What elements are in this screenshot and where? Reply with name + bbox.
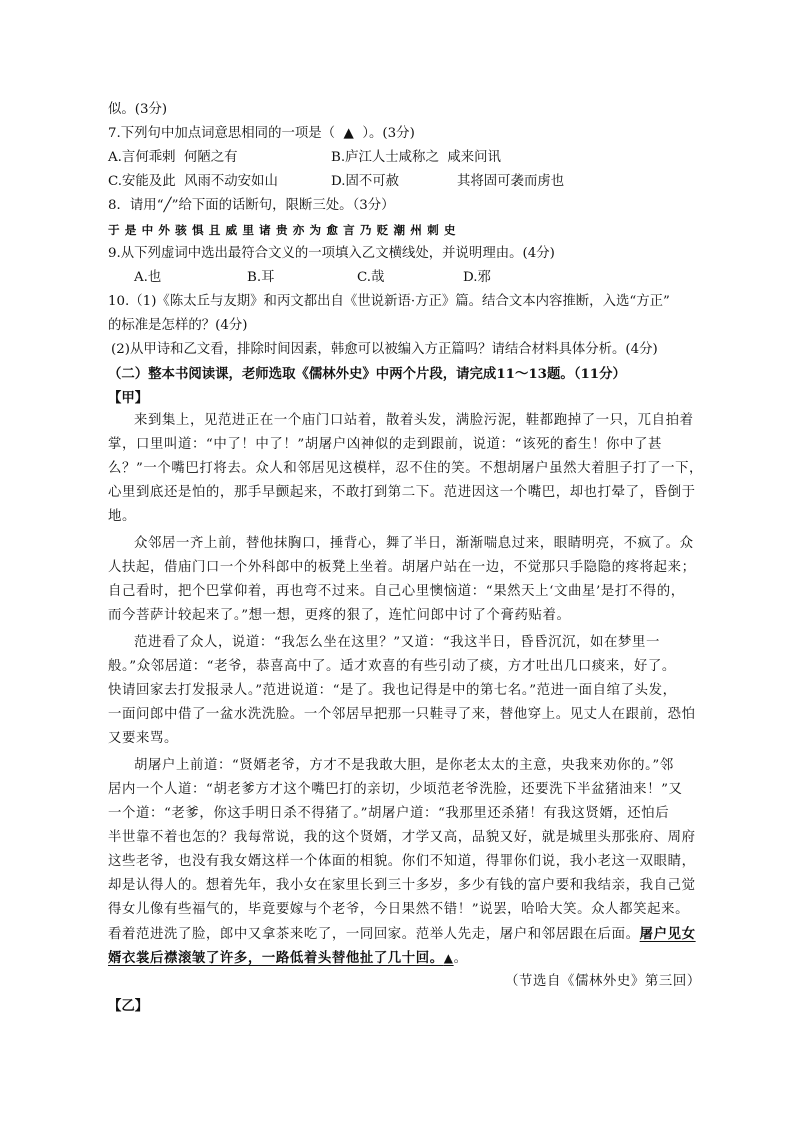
passage-jia-p4-line: 一个道：“老爹，你这手明日杀不得猪了。”胡屠户道：“我那里还杀猪！有我这贤婿，还怕后 bbox=[108, 806, 670, 821]
underlined-sentence-start: 屠户见女 bbox=[639, 926, 696, 942]
q7-option-d: D.固不可赦 bbox=[331, 174, 400, 189]
passage-jia-p2-line: 自己看时，把个巴掌仰着，再也弯不过来。自己心里懊恼道：“果然天上‘文曲星’是打不得的， bbox=[108, 584, 685, 599]
passage-jia-p4-line: 居内一个人道：“胡老爹方才这个嘴巴打的亲切，少顷范老爷洗脸，还要洗下半盆猪油来！”又 bbox=[108, 782, 683, 797]
q7-option-b: B.庐江人士咸称之 咸来问讯 bbox=[331, 150, 501, 165]
q7-option-c: C.安能及此 风雨不动安如山 bbox=[108, 174, 278, 189]
sentence-end-punct: 。 bbox=[453, 951, 468, 966]
passage-jia-p3-line: 般。”众邻居道：“老爷，恭喜高中了。适才欢喜的有些引动了痰，方才吐出几口痰来，好了。 bbox=[108, 659, 676, 674]
question-8: 8．请用“╱”给下面的话断句，限断三处。（3分） bbox=[108, 198, 395, 213]
passage-yi-label: 【乙】 bbox=[108, 998, 149, 1014]
q7-option-d-second: 其将固可袭而虏也 bbox=[457, 174, 565, 189]
underlined-sentence: 婿衣裳后襟滚皱了许多，一路低着头替他扯了几十回。 bbox=[108, 950, 444, 966]
passage-jia-p1-line: 心里到底还是怕的，那手早颤起来，不敢打到第二下。范进因这一个嘴巴，却也打晕了，昏倒于 bbox=[108, 485, 696, 500]
q9-option-b: B.耳 bbox=[247, 270, 275, 285]
passage-jia-p4-last-line bbox=[108, 949, 468, 968]
passage-source: （节选自《儒林外史》第三回） bbox=[505, 974, 701, 989]
question-10-part-2: (2)从甲诗和乙文看，排除时间因素，韩愈可以被编入方正篇吗？请结合材料具体分析。(4分) bbox=[111, 342, 658, 357]
question-7 bbox=[108, 125, 415, 143]
passage-jia-p1-line: 来到集上，见范进正在一个庙门口站着，散着头发，满脸污泥，鞋都跑掉了一只，兀自拍着 bbox=[134, 413, 694, 428]
passage-jia-p3-line: 快请回家去打发报录人。”范进说道：“是了。我也记得是中的第七名。”范进一面自绾了头发， bbox=[108, 683, 677, 698]
passage-jia-p2-line: 人扶起，借庙门口一个外科郎中的板凳上坐着。胡屠户站在一边，不觉那只手隐隐的疼将起来； bbox=[108, 560, 696, 575]
answer-blank-marker: ▲ bbox=[443, 951, 454, 965]
passage-jia-p4-line: 半世靠不着也怎的？我每常说，我的这个贤婿，才学又高，品貌又好，就是城里头那张府、周府 bbox=[108, 830, 696, 845]
q9-option-c: C.哉 bbox=[357, 270, 385, 285]
passage-jia-p4-line: 胡屠户上前道：“贤婿老爷，方才不是我敢大胆，是你老太太的主意，央我来劝你的。”邻 bbox=[134, 758, 674, 773]
passage-jia-p4-line: 这些老爷，也没有我女婿这样一个体面的相貌。你们不知道，得罪你们说，我小老这一双眼睛， bbox=[108, 854, 696, 869]
q7-option-a: A.言何乖剌 何陋之有 bbox=[108, 150, 238, 165]
passage-jia-p2-line: 而今菩萨计较起来了。”想一想，更疼的狠了，连忙问郎中讨了个膏药贴着。 bbox=[108, 608, 571, 623]
passage-jia-p1-line: 么？”一个嘴巴打将去。众人和邻居见这模样，忍不住的笑。不想胡屠户虽然大着胆子打了一下， bbox=[108, 461, 704, 476]
question-7-text: 7.下列句中加点词意思相同的一项是（ ▲ ）。(3分) bbox=[108, 126, 415, 141]
passage-jia-p1-line: 掌，口里叫道：“中了！中了！”胡屠户凶神似的走到跟前，说道：“该死的畜生！你中了甚 bbox=[108, 437, 662, 452]
q9-option-d: D.邪 bbox=[463, 270, 491, 285]
passage-jia-p2-line: 众邻居一齐上前，替他抹胸口，捶背心，舞了半日，渐渐喘息过来，眼睛明亮，不疯了。众 bbox=[134, 536, 694, 551]
question-10-part-1-line-2: 的标准是怎样的？(4分) bbox=[108, 318, 248, 333]
passage-jia-label: 【甲】 bbox=[108, 390, 149, 406]
passage-jia-p4-line: 却是认得人的。想着先年，我小女在家里长到三十多岁，多少有钱的富户要和我结亲，我自己觉 bbox=[108, 878, 696, 893]
passage-jia-p4-line-with-highlight bbox=[108, 925, 696, 944]
passage-jia-p3-line: 一面问郎中借了一盆水洗洗脸。一个邻居早把那一只鞋寻了来，替他穿上。见丈人在跟前，恐怕 bbox=[108, 707, 696, 722]
q8-passage: 于是中外骇惧且威里诸贵亦为愈言乃贬潮州刺史 bbox=[108, 223, 461, 237]
question-10-part-1-line-1: 10.（1)《陈太丘与友期》和丙文都出自《世说新语·方正》篇。结合文本内容推断，入选“方正” bbox=[108, 294, 670, 309]
section-2-heading: （二）整本书阅读课，老师选取《儒林外史》中两个片段，请完成11～13题。（11分） bbox=[108, 366, 626, 382]
passage-jia-p1-line: 地。 bbox=[108, 509, 136, 524]
question-9: 9.从下列虚词中选出最符合文义的一项填入乙文横线处，并说明理由。(4分) bbox=[108, 246, 555, 261]
q9-option-a: A.也 bbox=[134, 270, 162, 285]
passage-jia-p4-text: 看着范进洗了脸，郎中又拿茶来吃了，一同回家。范举人先走，屠户和邻居跟在后面。 bbox=[108, 927, 640, 942]
passage-jia-p3-line: 范进看了众人，说道：“我怎么坐在这里？”又道：“我这半日，昏昏沉沉，如在梦里一 bbox=[134, 635, 660, 650]
passage-jia-p3-line: 又要来骂。 bbox=[108, 731, 178, 746]
passage-jia-p4-line: 得女儿像有些福气的，毕竟要嫁与个老爷，今日果然不错！”说罢，哈哈大笑。众人都笑起来。 bbox=[108, 902, 690, 917]
q7-continuation: 似。(3分) bbox=[108, 102, 168, 117]
